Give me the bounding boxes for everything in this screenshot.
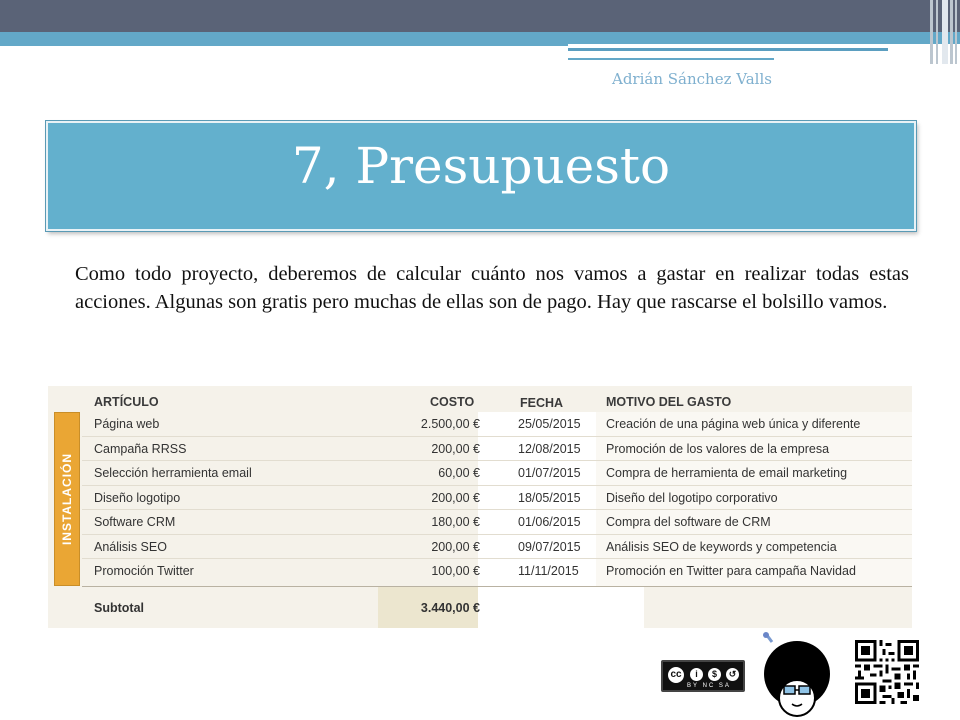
- section-label: [54, 412, 80, 586]
- cell-fecha: 25/05/2015: [518, 417, 581, 431]
- cell-articulo: Software CRM: [94, 515, 176, 529]
- budget-table: [48, 386, 912, 628]
- cc-license-badge: [661, 660, 745, 692]
- subtotal-value: 3.440,00 €: [420, 601, 480, 615]
- header-costo: COSTO: [430, 395, 475, 409]
- table-row: [82, 535, 912, 560]
- cell-fecha: 01/06/2015: [518, 515, 581, 529]
- cell-articulo: Análisis SEO: [94, 539, 167, 554]
- author-name: Adrián Sánchez Valls: [612, 70, 772, 88]
- subtotal-row: [82, 586, 912, 628]
- title-banner: [46, 121, 916, 231]
- top-line: [568, 58, 774, 60]
- cell-costo: 2.500,00 €: [420, 417, 480, 431]
- cell-motivo: Creación de una página web única y diferente: [606, 417, 861, 431]
- cell-articulo: Promoción Twitter: [94, 564, 194, 578]
- cell-articulo: Selección herramienta email: [94, 466, 252, 480]
- cell-motivo: Diseño del logotipo corporativo: [606, 490, 778, 505]
- sa-icon: ↺: [724, 666, 741, 683]
- body-paragraph: Como todo proyecto, deberemos de calcular cuánto nos vamos a gastar en realizar todas estas acciones. Algunas son gratis pero muchas de ellas son de pago. Hay que rascarse el bolsillo vamos.: [75, 263, 909, 313]
- cell-fecha: 01/07/2015: [518, 466, 581, 480]
- table-row: [82, 559, 912, 584]
- section-label-text: INSTALACIÓN: [60, 452, 74, 546]
- cell-fecha: 11/11/2015: [518, 564, 579, 578]
- table-row: [82, 412, 912, 437]
- cell-costo: 60,00 €: [438, 466, 480, 480]
- top-bar: [0, 0, 960, 32]
- decor-stripe: [942, 0, 948, 64]
- table-row: [82, 461, 912, 486]
- cell-motivo: Análisis SEO de keywords y competencia: [606, 539, 837, 554]
- cell-costo: 200,00 €: [431, 539, 480, 554]
- slide-title: 7, Presupuesto: [291, 137, 671, 195]
- cell-costo: 180,00 €: [431, 515, 480, 529]
- avatar-icon: [762, 632, 832, 720]
- cell-articulo: Página web: [94, 417, 160, 431]
- top-line: [0, 44, 568, 46]
- nc-icon: $: [706, 666, 723, 683]
- table-row: [82, 486, 912, 511]
- decor-stripe: [950, 0, 953, 64]
- decor-stripe: [936, 0, 938, 64]
- cell-fecha: 18/05/2015: [518, 490, 581, 505]
- cell-costo: 200,00 €: [431, 490, 480, 505]
- cell-costo: 200,00 €: [431, 441, 480, 456]
- cell-motivo: Promoción de los valores de la empresa: [606, 441, 830, 456]
- header-motivo: MOTIVO DEL GASTO: [606, 395, 732, 409]
- header-articulo: ARTÍCULO: [94, 395, 159, 409]
- table-row: [82, 510, 912, 535]
- decor-stripe: [955, 0, 957, 64]
- header-fecha: FECHA: [520, 396, 564, 410]
- cell-motivo: Compra de herramienta de email marketing: [606, 466, 848, 480]
- decor-stripe: [930, 0, 933, 64]
- qr-code-icon: [855, 640, 919, 704]
- cell-costo: 100,00 €: [431, 564, 480, 578]
- cell-motivo: Promoción en Twitter para campaña Navidad: [606, 564, 856, 578]
- cell-fecha: 12/08/2015: [518, 441, 581, 456]
- cell-articulo: Diseño logotipo: [94, 490, 181, 505]
- cell-articulo: Campaña RRSS: [94, 441, 187, 456]
- table-row: [82, 437, 912, 462]
- top-band: [0, 32, 960, 44]
- by-icon: i: [688, 666, 705, 683]
- cell-motivo: Compra del software de CRM: [606, 515, 771, 529]
- cc-labels: BY NC SA: [687, 683, 731, 689]
- cell-fecha: 09/07/2015: [518, 539, 581, 554]
- top-line: [568, 48, 888, 51]
- subtotal-label: Subtotal: [94, 601, 144, 615]
- cc-icon: cc: [666, 665, 686, 685]
